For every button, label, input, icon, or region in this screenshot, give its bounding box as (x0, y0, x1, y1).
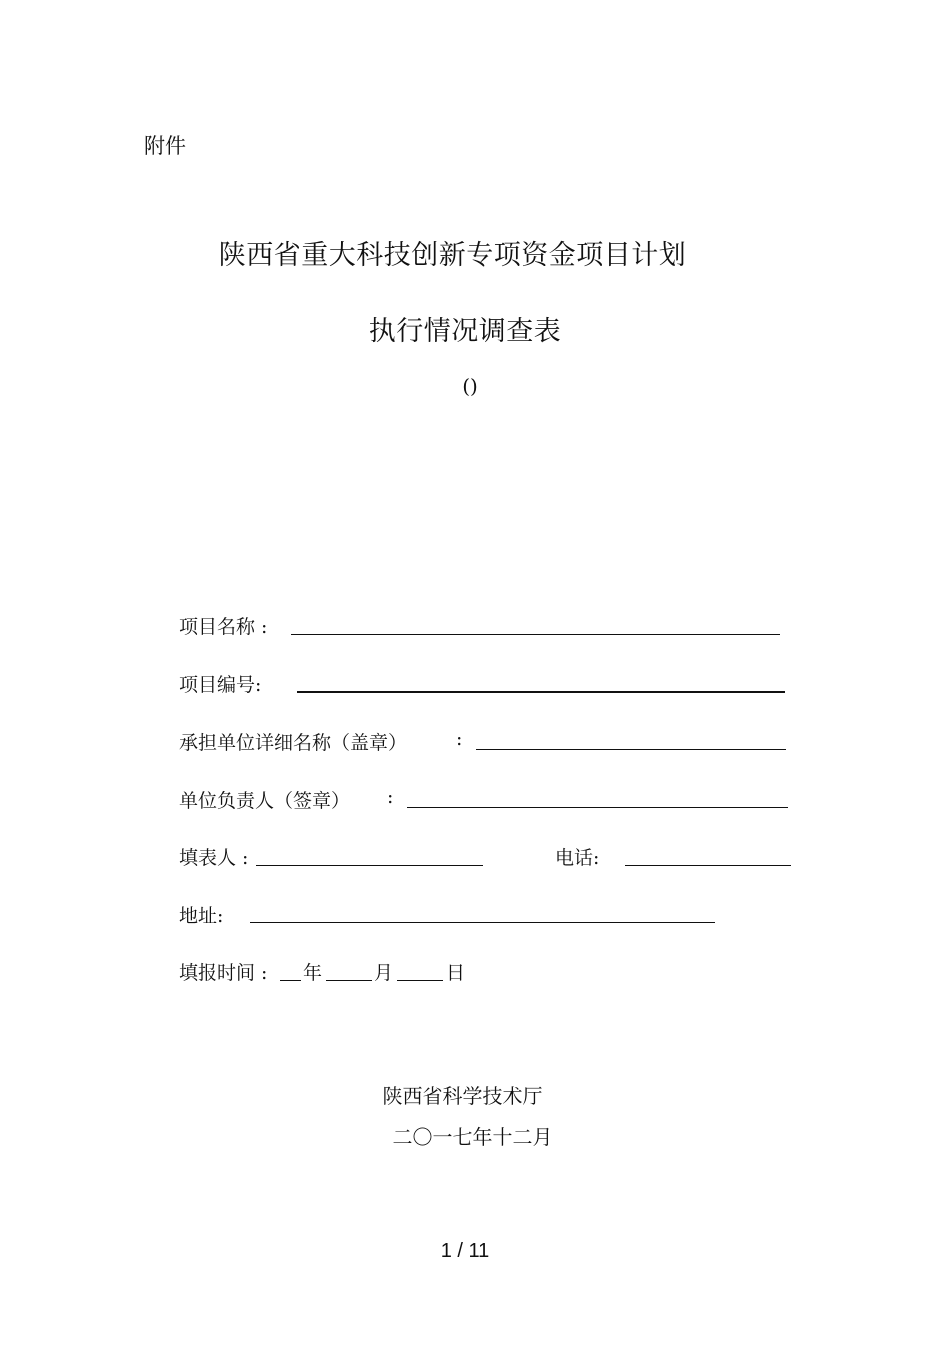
day-field[interactable] (397, 980, 443, 981)
filler-field[interactable] (256, 865, 483, 866)
month-label: 月 (374, 962, 394, 984)
document-title-line2: 执行情况调查表 (368, 316, 562, 347)
issuing-department: 陕西省科学技术厅 (382, 1084, 543, 1108)
unit-leader-colon: : (387, 786, 394, 808)
unit-leader-field[interactable] (407, 807, 788, 808)
page-number: 1 / 11 (440, 1240, 490, 1262)
project-number-label: 项目编号: (179, 674, 262, 696)
document-title-line1: 陕西省重大科技创新专项资金项目计划 (218, 240, 687, 271)
filler-label: 填表人 : (179, 847, 249, 869)
year-field[interactable] (280, 980, 301, 981)
year-label: 年 (303, 962, 323, 984)
day-label: 日 (446, 962, 466, 984)
month-field[interactable] (326, 980, 372, 981)
address-label: 地址: (179, 905, 224, 927)
unit-name-label: 承担单位详细名称（盖章） (179, 732, 408, 754)
attachment-label: 附件 (144, 134, 186, 158)
unit-leader-label: 单位负责人（签章） (179, 790, 351, 812)
project-name-label: 项目名称 : (179, 616, 268, 638)
title-parentheses: () (462, 374, 478, 398)
unit-name-colon: : (456, 728, 463, 750)
project-number-field[interactable] (297, 691, 785, 693)
address-field[interactable] (250, 922, 715, 923)
issue-date: 二〇一七年十二月 (392, 1125, 553, 1149)
phone-label: 电话: (555, 847, 600, 869)
date-label: 填报时间 : (179, 962, 268, 984)
project-name-field[interactable] (291, 634, 780, 635)
phone-field[interactable] (625, 865, 791, 866)
unit-name-field[interactable] (476, 749, 786, 750)
